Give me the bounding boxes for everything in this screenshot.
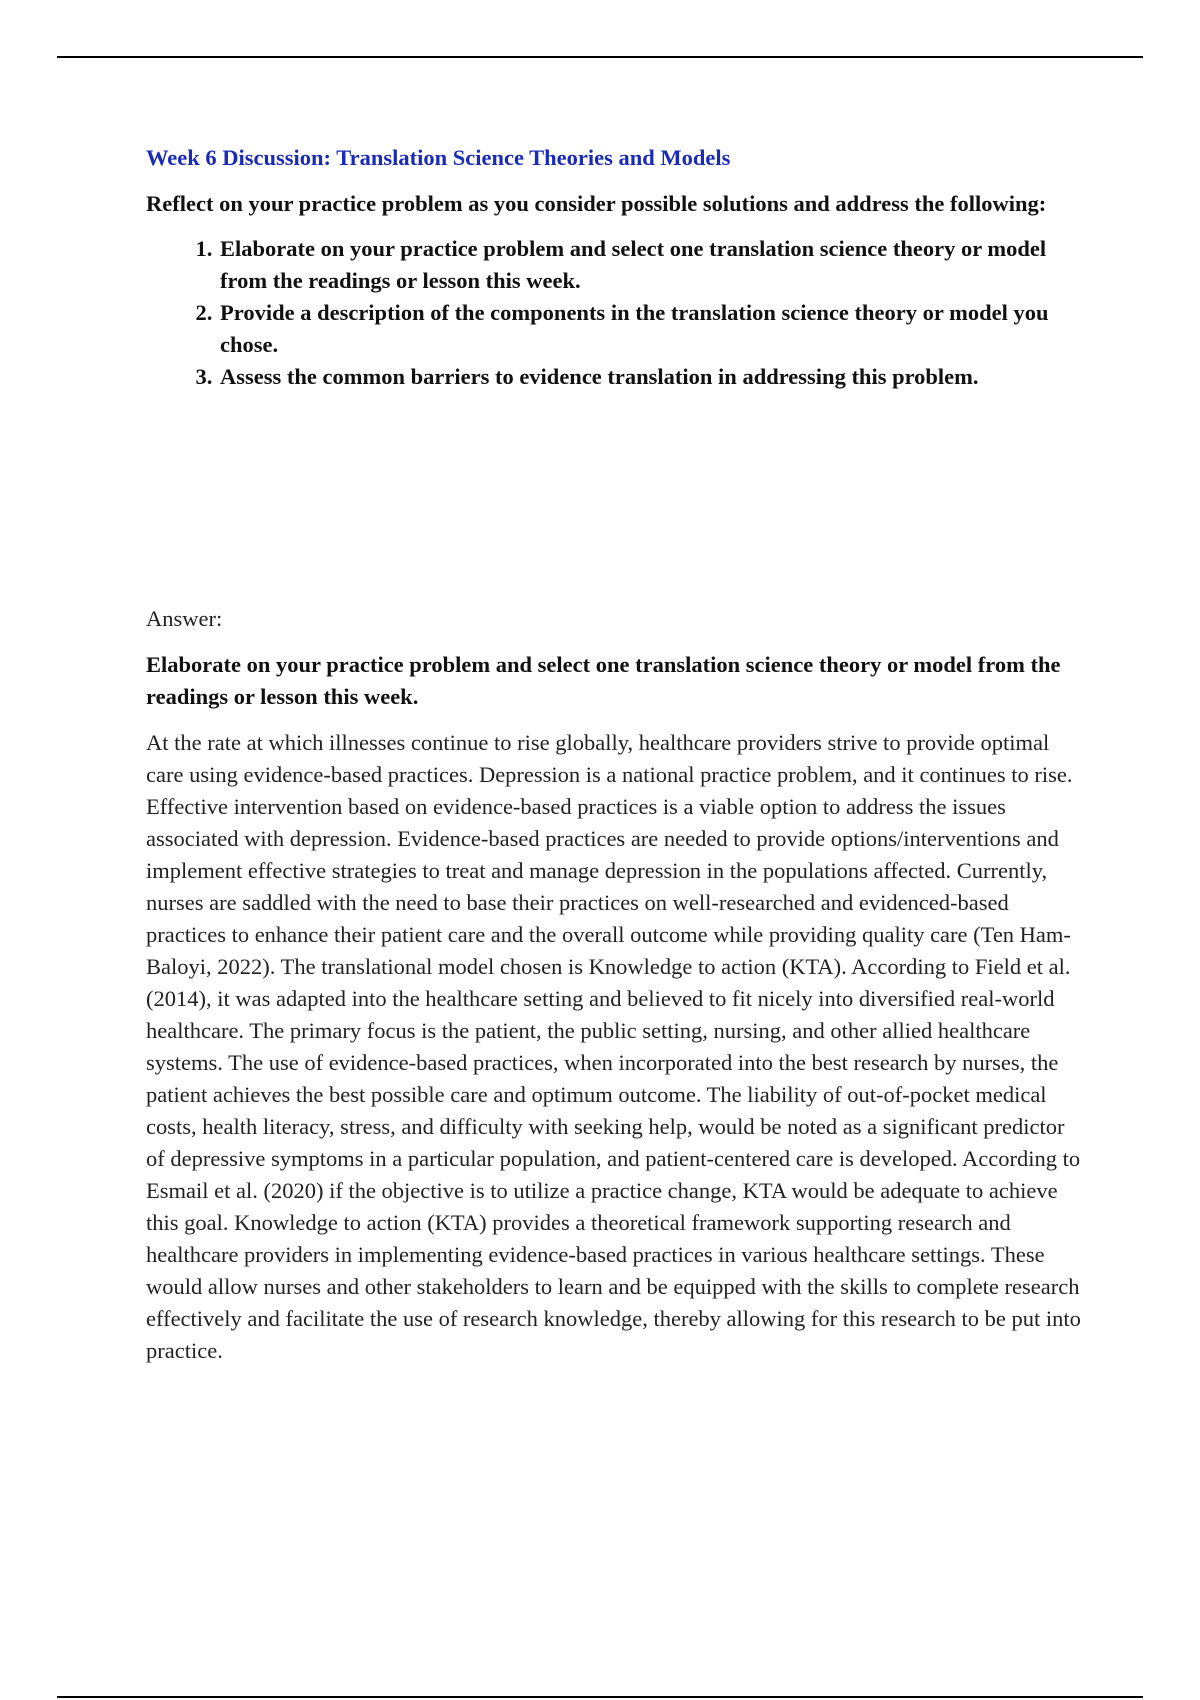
document-content: [146, 142, 1086, 1367]
document-title: Week 6 Discussion: Translation Science Theories and Models: [146, 145, 731, 170]
question-item: 2. Provide a description of the components in the translation science theory or model you chose.: [218, 297, 1086, 361]
footer-rule: [57, 1696, 1143, 1698]
question-item: 1. Elaborate on your practice problem and select one translation science theory or model from the readings or lesson this week.: [218, 233, 1086, 297]
header-rule: [57, 56, 1143, 58]
answer-body-paragraph: At the rate at which illnesses continue to rise globally, healthcare providers strive to provide optimal care using evidence-based practices. Depression is a national practice problem, and it continues to rise. Effective intervention based on evidence-based practices is a viable option to address the issues associated with depression. Evidence-based practices are needed to provide options/interventions and implement effective strategies to treat and manage depression in the populations affected. Currently, nurses are saddled with the need to base their practices on well-researched and evidenced-based practices to enhance their patient care and the overall outcome while providing quality care (Ten Ham-Baloyi, 2022). The translational model chosen is Knowledge to action (KTA). According to Field et al. (2014), it was adapted into the healthcare setting and believed to fit nicely into diversified real-world healthcare. The primary focus is the patient, the public setting, nursing, and other allied healthcare systems. The use of evidence-based practices, when incorporated into the best research by nurses, the patient achieves the best possible care and optimum outcome. The liability of out-of-pocket medical costs, health literacy, stress, and difficulty with seeking help, would be noted as a significant predictor of depressive symptoms in a particular population, and patient-centered care is developed. According to Esmail et al. (2020) if the objective is to utilize a practice change, KTA would be adequate to achieve this goal. Knowledge to action (KTA) provides a theoretical framework supporting research and healthcare providers in implementing evidence-based practices in various healthcare settings. These would allow nurses and other stakeholders to learn and be equipped with the skills to complete research effectively and facilitate the use of research knowledge, thereby allowing for this research to be put into practice.: [146, 730, 1081, 1363]
intro-paragraph: Reflect on your practice problem as you consider possible solutions and address the following:: [146, 191, 1047, 216]
section-heading: Elaborate on your practice problem and select one translation science theory or model from the readings or lesson this week.: [146, 652, 1061, 709]
question-item: 3. Assess the common barriers to evidence translation in addressing this problem.: [218, 361, 1086, 393]
question-list: [146, 233, 1086, 393]
answer-label: Answer:: [146, 606, 223, 631]
